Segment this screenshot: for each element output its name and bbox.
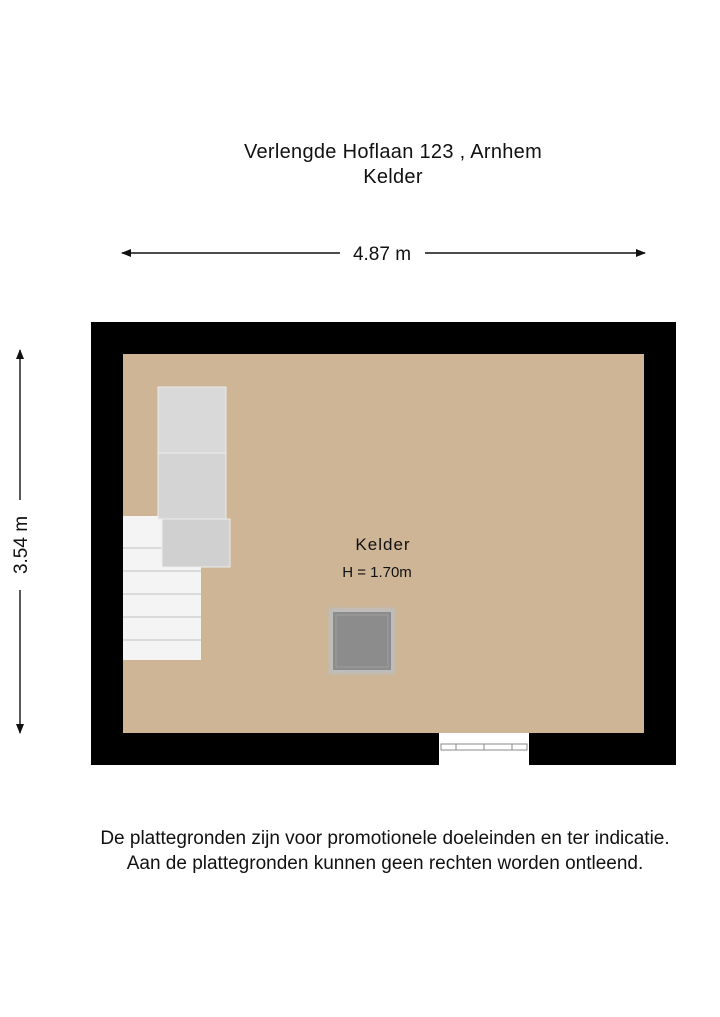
window-opening bbox=[439, 733, 529, 765]
storage-boxes bbox=[158, 387, 230, 567]
room-ceiling-height: H = 1.70m bbox=[342, 564, 412, 581]
plan-address: Verlengde Hoflaan 123 , Arnhem bbox=[243, 141, 543, 163]
disclaimer-line-1: De plattegronden zijn voor promotionele doeleinden en ter indicatie. bbox=[100, 828, 670, 849]
square-fixture bbox=[329, 608, 395, 674]
width-dimension-label: 4.87 m bbox=[352, 244, 412, 265]
room-name: Kelder bbox=[355, 535, 411, 554]
disclaimer-line-2: Aan de plattegronden kunnen geen rechten worden ontleend. bbox=[126, 853, 644, 874]
plan-floor-name: Kelder bbox=[363, 166, 423, 188]
height-dimension-label: 3.54 m bbox=[11, 515, 32, 575]
